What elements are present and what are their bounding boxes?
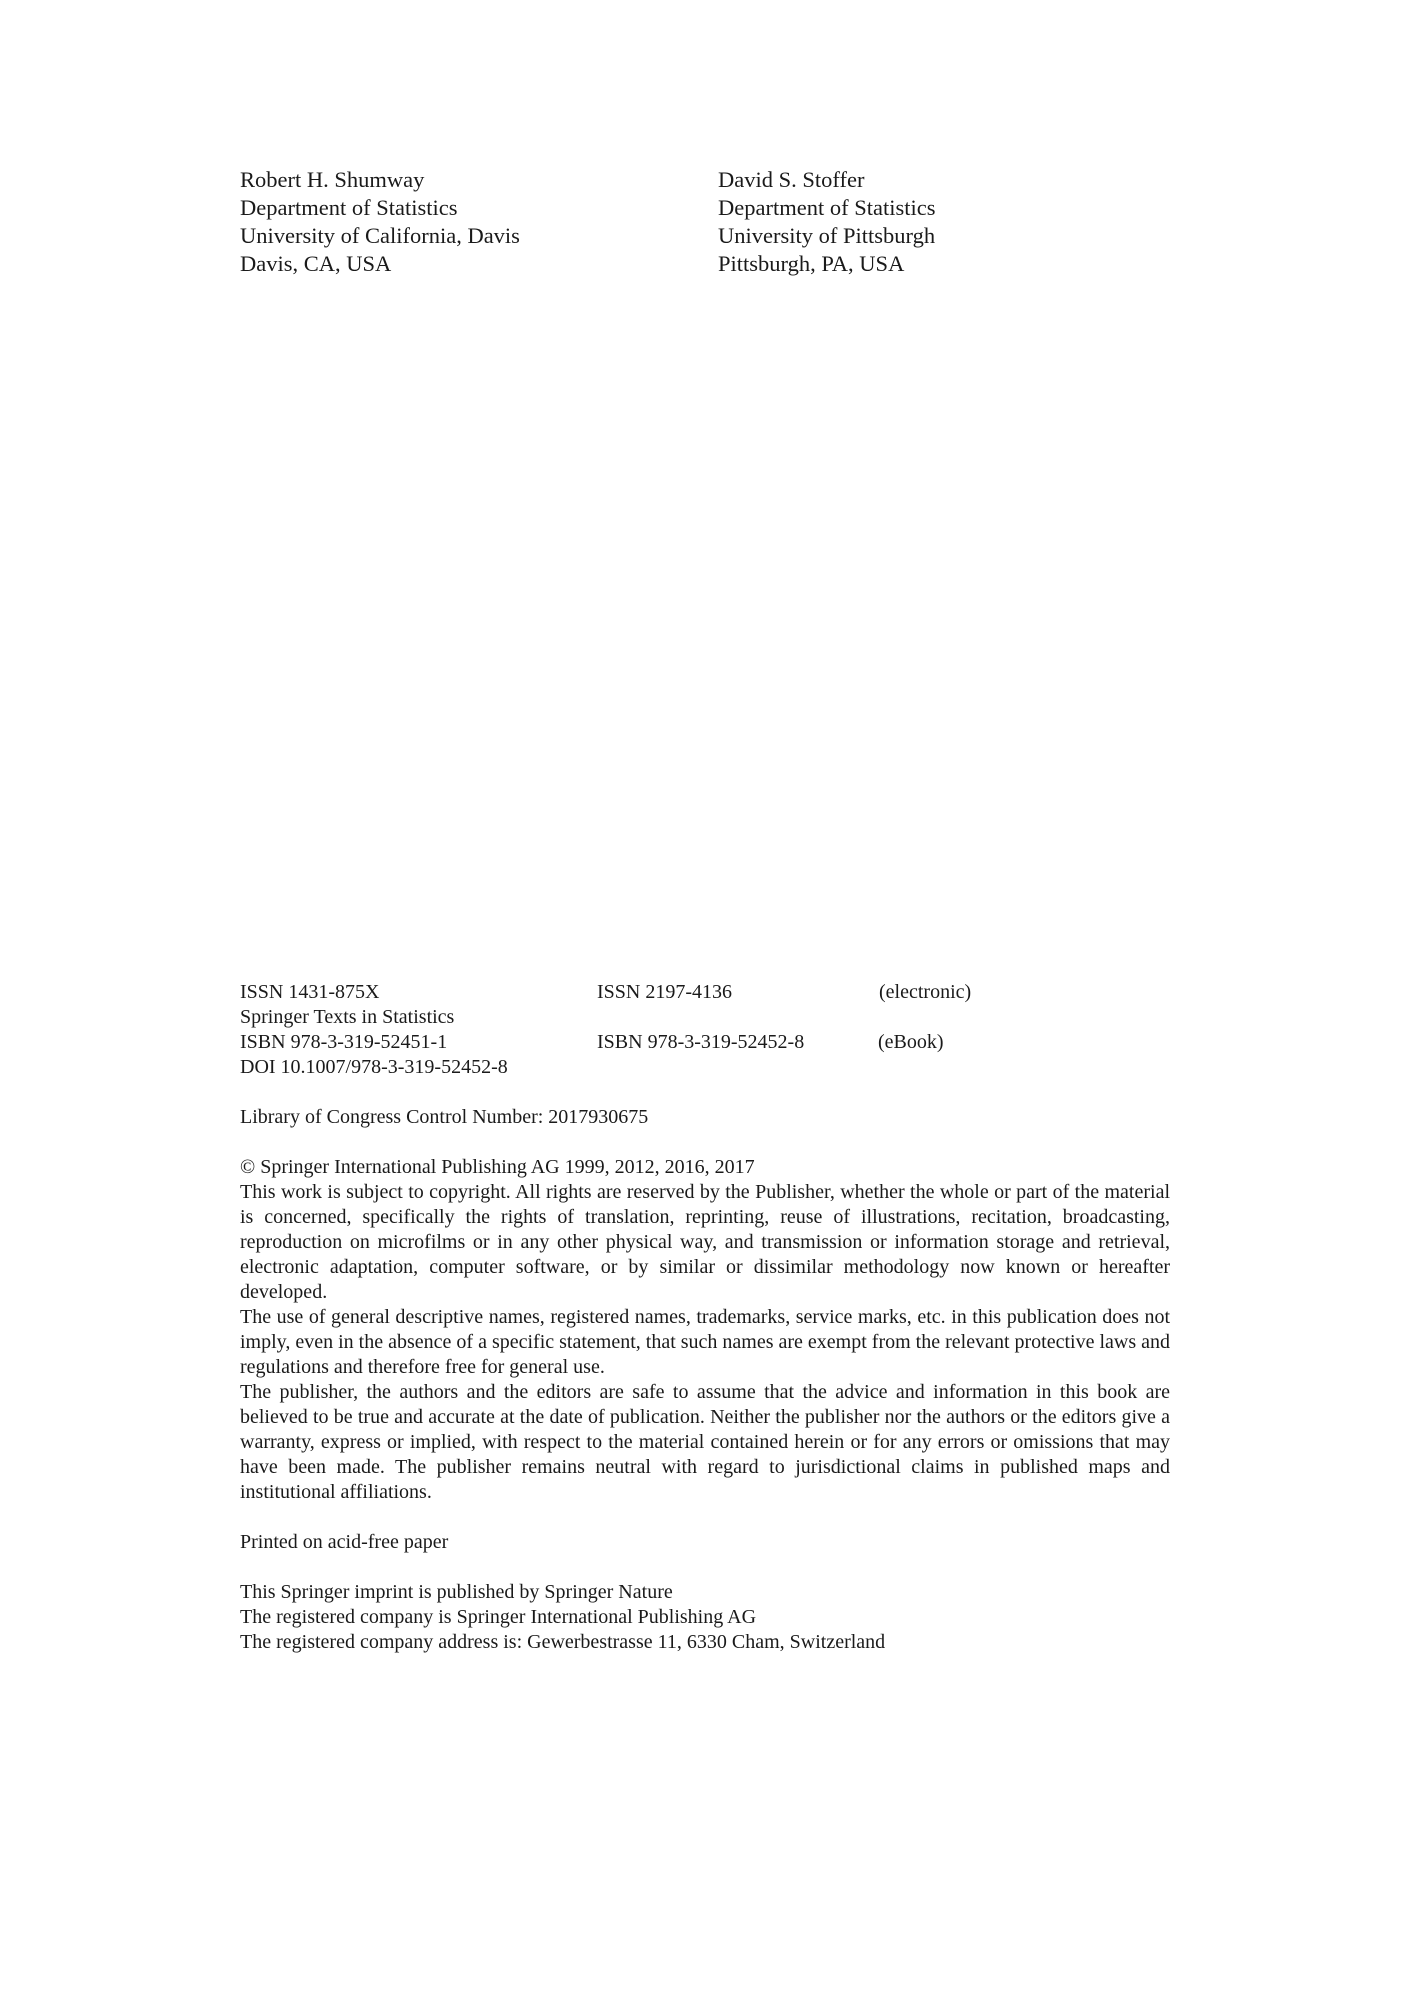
issn-electronic: ISSN 2197-4136 — [597, 981, 733, 1003]
author-name: Robert H. Shumway — [240, 167, 425, 192]
copyright-block — [240, 1155, 1170, 1505]
author-shumway — [240, 166, 520, 278]
author-name: David S. Stoffer — [718, 167, 865, 192]
disclaimer-paragraph: The publisher, the authors and the editors are safe to assume that the advice and information in this book are believed to be true and accurate at the date of publication. Neither the publisher nor the authors or the editors give a warranty, express or implied, with respect to the material contained herein or for any errors or omissions that may have been made. The publisher remains neutral with regard to jurisdictional claims in published maps and institutional affiliations. — [240, 1381, 1170, 1503]
loc-control-number: Library of Congress Control Number: 2017930675 — [240, 1106, 649, 1128]
publisher-block — [240, 1580, 1170, 1655]
isbn-row — [240, 1030, 447, 1055]
author-department: Department of Statistics — [240, 195, 458, 220]
issn-electronic-note: (electronic) — [879, 981, 972, 1003]
isbn-ebook-note: (eBook) — [878, 1031, 944, 1053]
series-row — [240, 1005, 454, 1030]
registered-company: The registered company is Springer International Publishing AG — [240, 1606, 757, 1628]
doi-row — [240, 1055, 508, 1080]
series-title: Springer Texts in Statistics — [240, 1006, 455, 1028]
isbn-print: ISBN 978-3-319-52451-1 — [240, 1031, 448, 1053]
issn-print: ISSN 1431-875X — [240, 981, 380, 1003]
author-department: Department of Statistics — [718, 195, 936, 220]
copyright-paragraph: This work is subject to copyright. All rights are reserved by the Publisher, whether the whole or part of the material is concerned, specifically the rights of translation, reprinting, reuse of illustrations, recitation, broadcasting, reproduction on microfilms or in any other physical way, and transmission or information storage and retrieval, electronic adaptation, computer software, or by similar or dissimilar methodology now known or hereafter developed. — [240, 1181, 1170, 1303]
paper-note: Printed on acid-free paper — [240, 1531, 449, 1553]
author-stoffer — [718, 166, 935, 278]
author-location: Pittsburgh, PA, USA — [718, 251, 905, 276]
author-location: Davis, CA, USA — [240, 251, 392, 276]
trademark-paragraph: The use of general descriptive names, registered names, trademarks, service marks, etc. in this publication does not imply, even in the absence of a specific statement, that such names are exempt from the relevant protective laws and regulations and therefore free for general use. — [240, 1306, 1171, 1378]
imprint-block — [240, 980, 1170, 1655]
author-institution: University of California, Davis — [240, 223, 520, 248]
issn-row — [240, 980, 379, 1005]
copyright-line: © Springer International Publishing AG 1999, 2012, 2016, 2017 — [240, 1156, 755, 1178]
publisher-imprint: This Springer imprint is published by Springer Nature — [240, 1581, 673, 1603]
identifiers-grid — [240, 980, 1170, 1080]
doi: DOI 10.1007/978-3-319-52452-8 — [240, 1056, 508, 1078]
registered-address: The registered company address is: Gewerbestrasse 11, 6330 Cham, Switzerland — [240, 1631, 886, 1653]
author-institution: University of Pittsburgh — [718, 223, 936, 248]
isbn-ebook: ISBN 978-3-319-52452-8 — [597, 1031, 805, 1053]
